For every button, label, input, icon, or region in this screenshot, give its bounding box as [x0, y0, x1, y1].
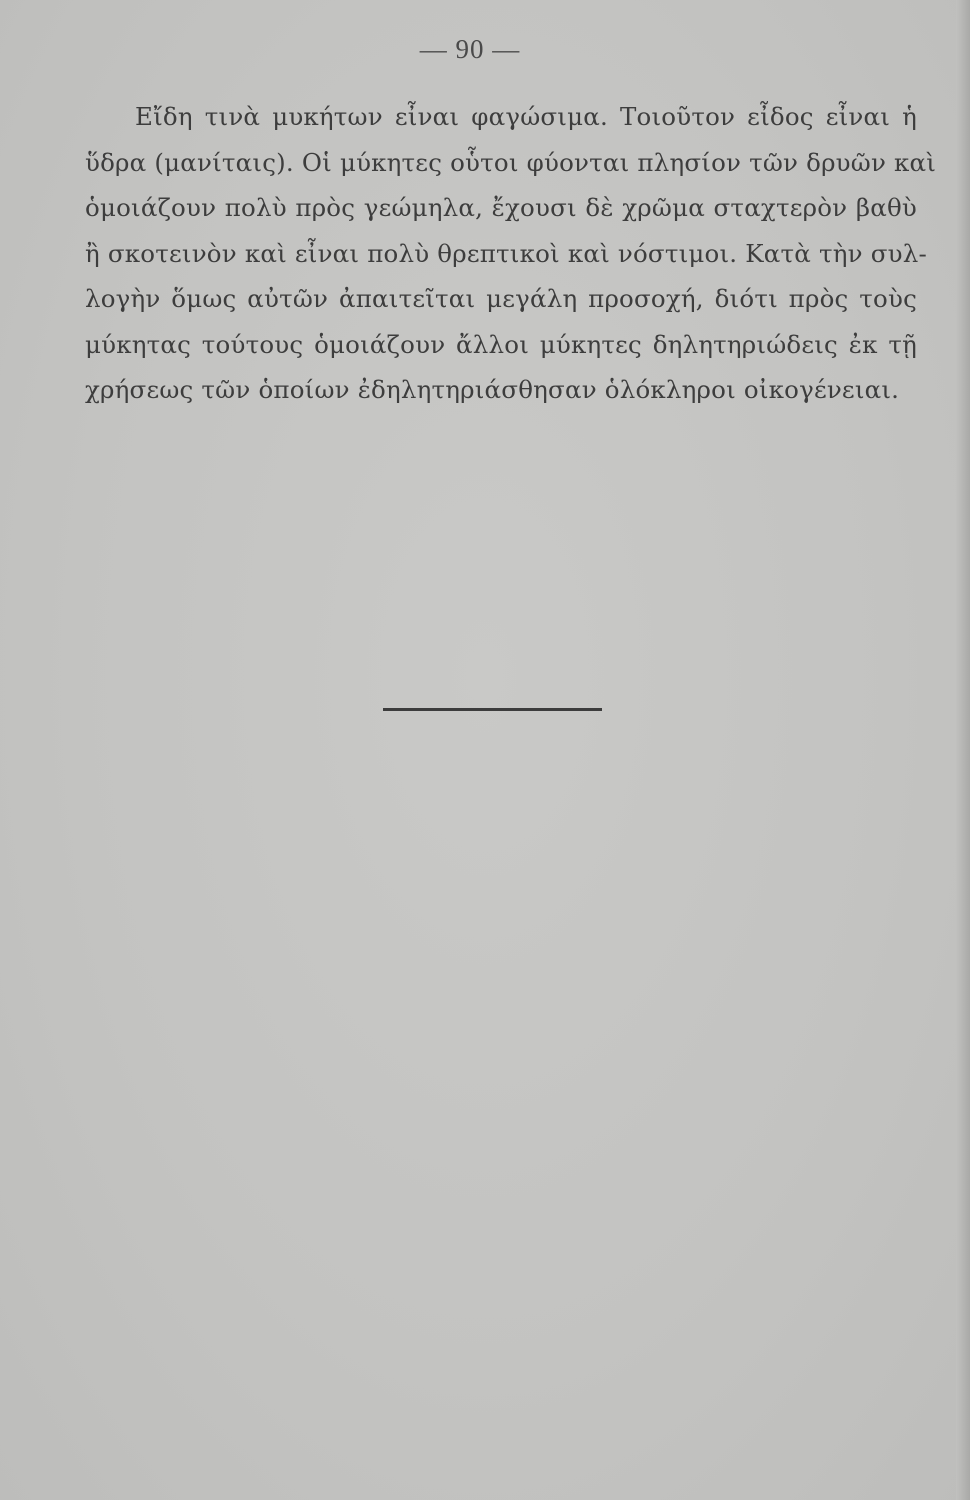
- text-line: χρήσεως τῶν ὁποίων ἐδηλητηριάσθησαν ὁλόκληροι οἰκογένειαι.: [85, 375, 900, 404]
- section-divider-rule: [383, 708, 602, 711]
- text-line: ἢ σκοτεινὸν καὶ εἶναι πολὺ θρεπτικοὶ καὶ νόστιμοι. Κατὰ τὴν συλ-: [85, 238, 927, 268]
- text-line: ὕδρα (μανίταις). Οἱ μύκητες οὗτοι φύονται πλησίον τῶν δρυῶν καὶ: [85, 147, 937, 177]
- text-line: λογὴν ὅμως αὐτῶν ἀπαιτεῖται μεγάλη προσοχή, διότι πρὸς τοὺς: [85, 284, 917, 313]
- text-line: μύκητας τούτους ὁμοιάζουν ἄλλοι μύκητες δηλητηριώδεις ἐκ τῇ: [85, 329, 917, 359]
- text-line: Εἴδη τινὰ μυκήτων εἶναι φαγώσιμα. Τοιοῦτον εἶδος εἶναι ἡ: [135, 102, 917, 131]
- page-number: — 90 —: [419, 34, 521, 64]
- text-line: ὁμοιάζουν πολὺ πρὸς γεώμηλα, ἔχουσι δὲ χρῶμα σταχτερὸν βαθὺ: [85, 193, 917, 222]
- page-edge-shadow: [956, 0, 970, 1500]
- body-paragraph: [85, 94, 937, 413]
